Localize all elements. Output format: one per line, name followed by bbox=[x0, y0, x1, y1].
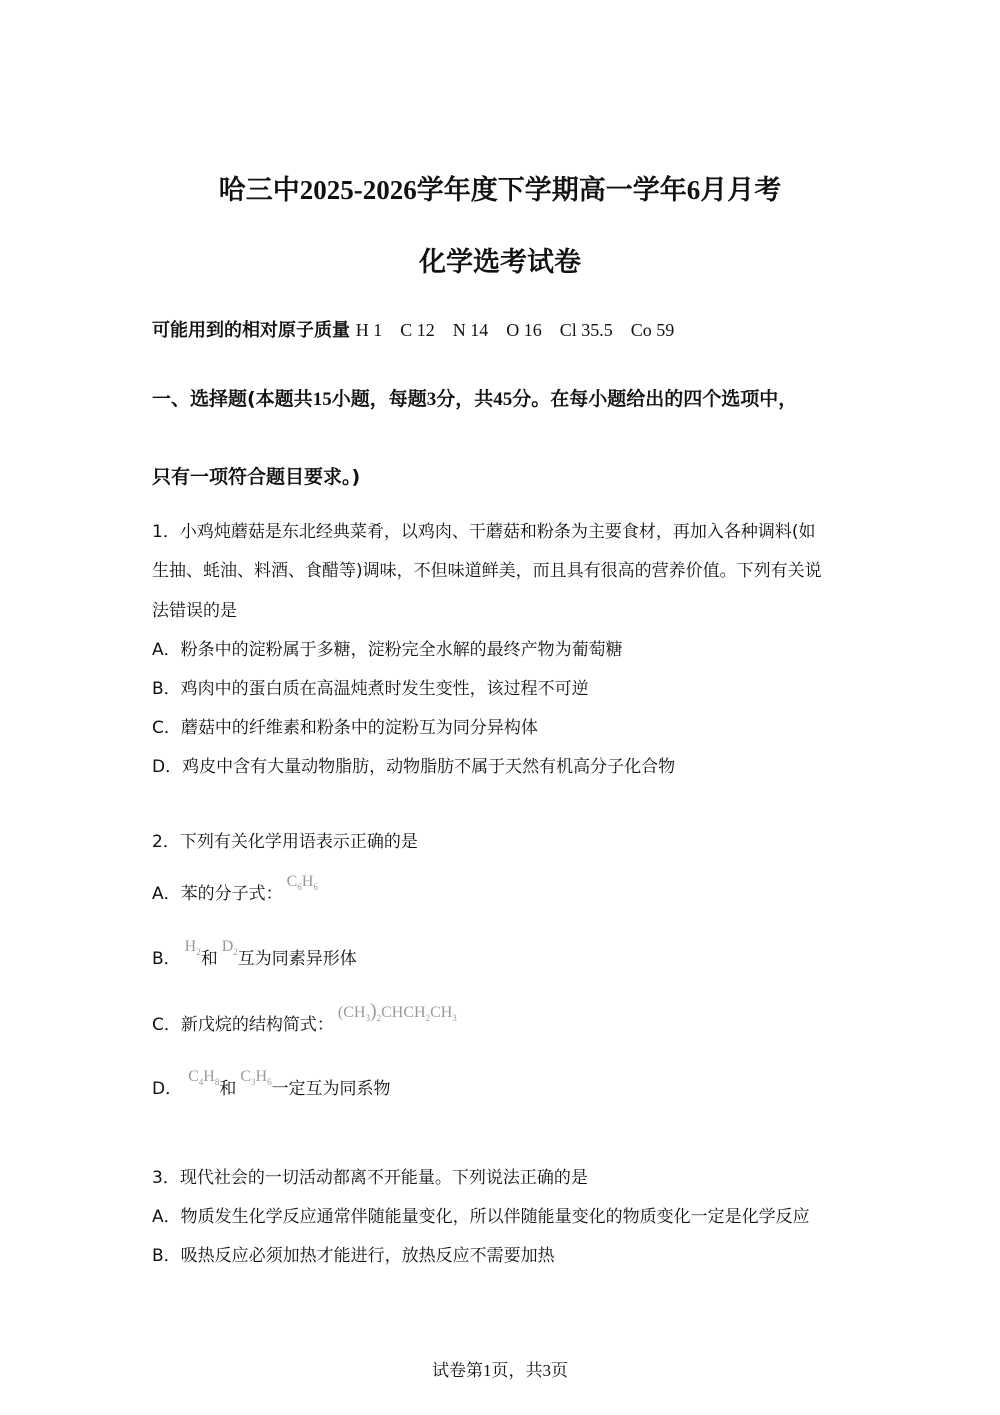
q1-option-d: D．鸡皮中含有大量动物脂肪，动物脂肪不属于天然有机高分子化合物 bbox=[152, 757, 676, 777]
q1-stem-line2: 生抽、蚝油、料酒、食醋等)调味，不但味道鲜美，而且具有很高的营养价值。下列有关说 bbox=[152, 561, 822, 581]
atomic-mass-label: 可能用到的相对原子质量 bbox=[152, 320, 350, 341]
q2-option-d: D．$C_4H_8$和$C_3H_6$一定互为同系物 bbox=[152, 1068, 391, 1099]
q1-option-b: B．鸡肉中的蛋白质在高温炖煮时发生变性，该过程不可逆 bbox=[152, 679, 589, 699]
q1-option-a: A．粉条中的淀粉属于多糖，淀粉完全水解的最终产物为葡萄糖 bbox=[152, 640, 623, 660]
benzene-formula: $C_6H_6$ bbox=[286, 873, 318, 893]
q3-option-a: A．物质发生化学反应通常伴随能量变化，所以伴随能量变化的物质变化一定是化学反应 bbox=[152, 1207, 810, 1227]
q2-option-c: C．新戊烷的结构简式：$(CH_3)_2CHCH_2CH_3$ bbox=[152, 1000, 457, 1035]
q2-option-b: B．$H_2$和$D_2$互为同素异形体 bbox=[152, 938, 357, 969]
q1-option-c: C．蘑菇中的纤维素和粉条中的淀粉互为同分异构体 bbox=[152, 718, 538, 738]
section-heading-line2: 只有一项符合题目要求。) bbox=[152, 466, 361, 488]
q1-stem-line1: 1．小鸡炖蘑菇是东北经典菜肴，以鸡肉、干蘑菇和粉条为主要食材，再加入各种调料(如 bbox=[152, 522, 816, 542]
atomic-mass-values: H 1 C 12 N 14 O 16 Cl 35.5 Co 59 bbox=[355, 320, 675, 340]
q3-stem: 3．现代社会的一切活动都离不开能量。下列说法正确的是 bbox=[152, 1168, 588, 1188]
c4h8-formula: $C_4H_8$ bbox=[188, 1068, 220, 1088]
exam-subtitle: 化学选考试卷 bbox=[419, 247, 581, 278]
exam-title: 哈三中2025-2026学年度下学期高一学年6月月考 bbox=[218, 175, 782, 206]
q3-option-b: B．吸热反应必须加热才能进行，放热反应不需要加热 bbox=[152, 1246, 555, 1266]
section-heading: 一、选择题(本题共15小题，每题3分，共45分。在每小题给出的四个选项中， bbox=[152, 388, 798, 410]
d2-formula: $D_2$ bbox=[221, 938, 238, 958]
h2-formula: $H_2$ bbox=[184, 938, 201, 958]
atomic-mass-line bbox=[152, 316, 674, 342]
page-footer: 试卷第1页，共3页 bbox=[432, 1361, 568, 1381]
q1-stem-line3: 法错误的是 bbox=[152, 601, 237, 621]
c3h6-formula: $C_3H_6$ bbox=[240, 1068, 272, 1088]
q2-stem: 2．下列有关化学用语表示正确的是 bbox=[152, 832, 418, 852]
q2-option-a: A．苯的分子式：$C_6H_6$ bbox=[152, 873, 318, 904]
neopentane-formula: $(CH_3)_2CHCH_2CH_3$ bbox=[337, 1000, 457, 1024]
